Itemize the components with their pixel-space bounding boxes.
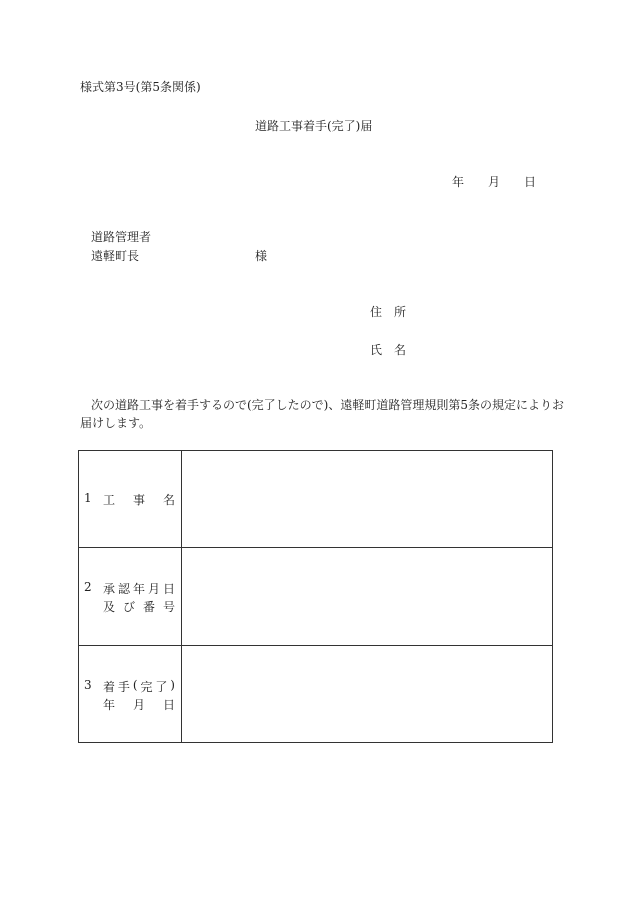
row-number: 2 — [84, 580, 92, 595]
row-number: 3 — [84, 677, 92, 692]
body-text-line2: 届けします。 — [80, 416, 152, 430]
row-value-cell[interactable] — [182, 645, 553, 742]
row-label-line: 及 び 番 号 — [103, 600, 175, 615]
applicant-name-label: 氏名 — [370, 343, 419, 357]
row-value-cell[interactable] — [182, 548, 553, 645]
body-text-line1: 次の道路工事を着手するので(完了したので)、遠軽町道路管理規則第5条の規定によりお — [91, 398, 565, 412]
form-number: 様式第3号(第5条関係) — [80, 80, 201, 94]
row-label-cell — [79, 548, 182, 645]
addressee-line2: 遠軽町長 — [91, 249, 140, 263]
date-month-label: 月 — [488, 175, 501, 189]
row-number: 1 — [84, 491, 92, 506]
addressee-honorific: 様 — [255, 249, 268, 263]
applicant-address-label: 住所 — [370, 305, 419, 319]
application-table — [78, 450, 553, 743]
row-label-cell — [79, 645, 182, 742]
addressee-line1: 道路管理者 — [91, 230, 152, 244]
row-value-cell[interactable] — [182, 451, 553, 548]
row-label-line: 着 手 ( 完 了 ) — [103, 677, 175, 694]
date-day-label: 日 — [524, 175, 537, 189]
row-label-cell — [79, 451, 182, 548]
table-row — [79, 451, 553, 548]
table-row — [79, 548, 553, 645]
row-label-line: 年 月 日 — [103, 697, 175, 712]
row-label-line: 承 認 年 月 日 — [103, 582, 175, 597]
table-row — [79, 645, 553, 742]
date-year-label: 年 — [452, 175, 465, 189]
date-line — [452, 174, 536, 190]
row-label-line: 工 事 名 — [103, 493, 175, 508]
document-title: 道路工事着手(完了)届 — [255, 119, 373, 133]
